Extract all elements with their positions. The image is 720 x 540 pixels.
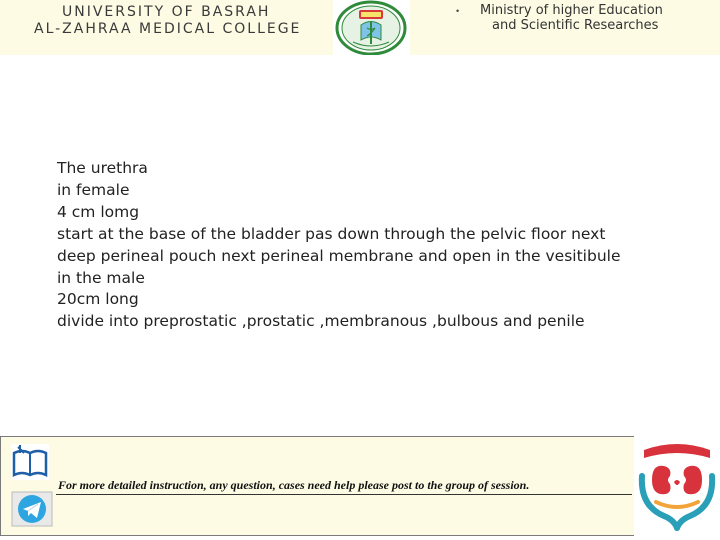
header-right-panel — [410, 0, 720, 55]
body-line: 20cm long — [57, 290, 139, 309]
body-line: The urethra — [57, 159, 148, 177]
college-logo-icon — [333, 0, 410, 55]
slide-body — [57, 158, 687, 333]
college-title: AL-ZAHRAA MEDICAL COLLEGE — [34, 21, 302, 37]
college-logo-box — [333, 0, 410, 55]
footer-underline — [56, 494, 632, 495]
university-title: UNIVERSITY OF BASRAH — [62, 4, 271, 20]
body-line: in female — [57, 180, 130, 199]
body-line: deep perineal pouch next perineal membrane and open in the vesitibule — [57, 246, 621, 265]
body-line: divide into preprostatic ,prostatic ,membranous ,bulbous and penile — [57, 312, 585, 331]
body-line: 4 cm lomg — [57, 202, 140, 221]
telegram-icon[interactable] — [11, 491, 53, 527]
ministry-bullet: • — [456, 6, 460, 16]
footer-note: For more detailed instruction, any question, cases need help please post to the group of session. — [58, 478, 530, 492]
book-icon — [10, 443, 50, 481]
body-line: in the male — [57, 268, 145, 287]
header-left-panel — [0, 0, 333, 55]
ministry-line-1: Ministry of higher Education — [480, 3, 663, 18]
ministry-line-2: and Scientific Researches — [492, 18, 659, 33]
body-line: start at the base of the bladder pas down through the pelvic floor next — [57, 224, 606, 243]
kidney-logo-icon — [634, 436, 720, 536]
